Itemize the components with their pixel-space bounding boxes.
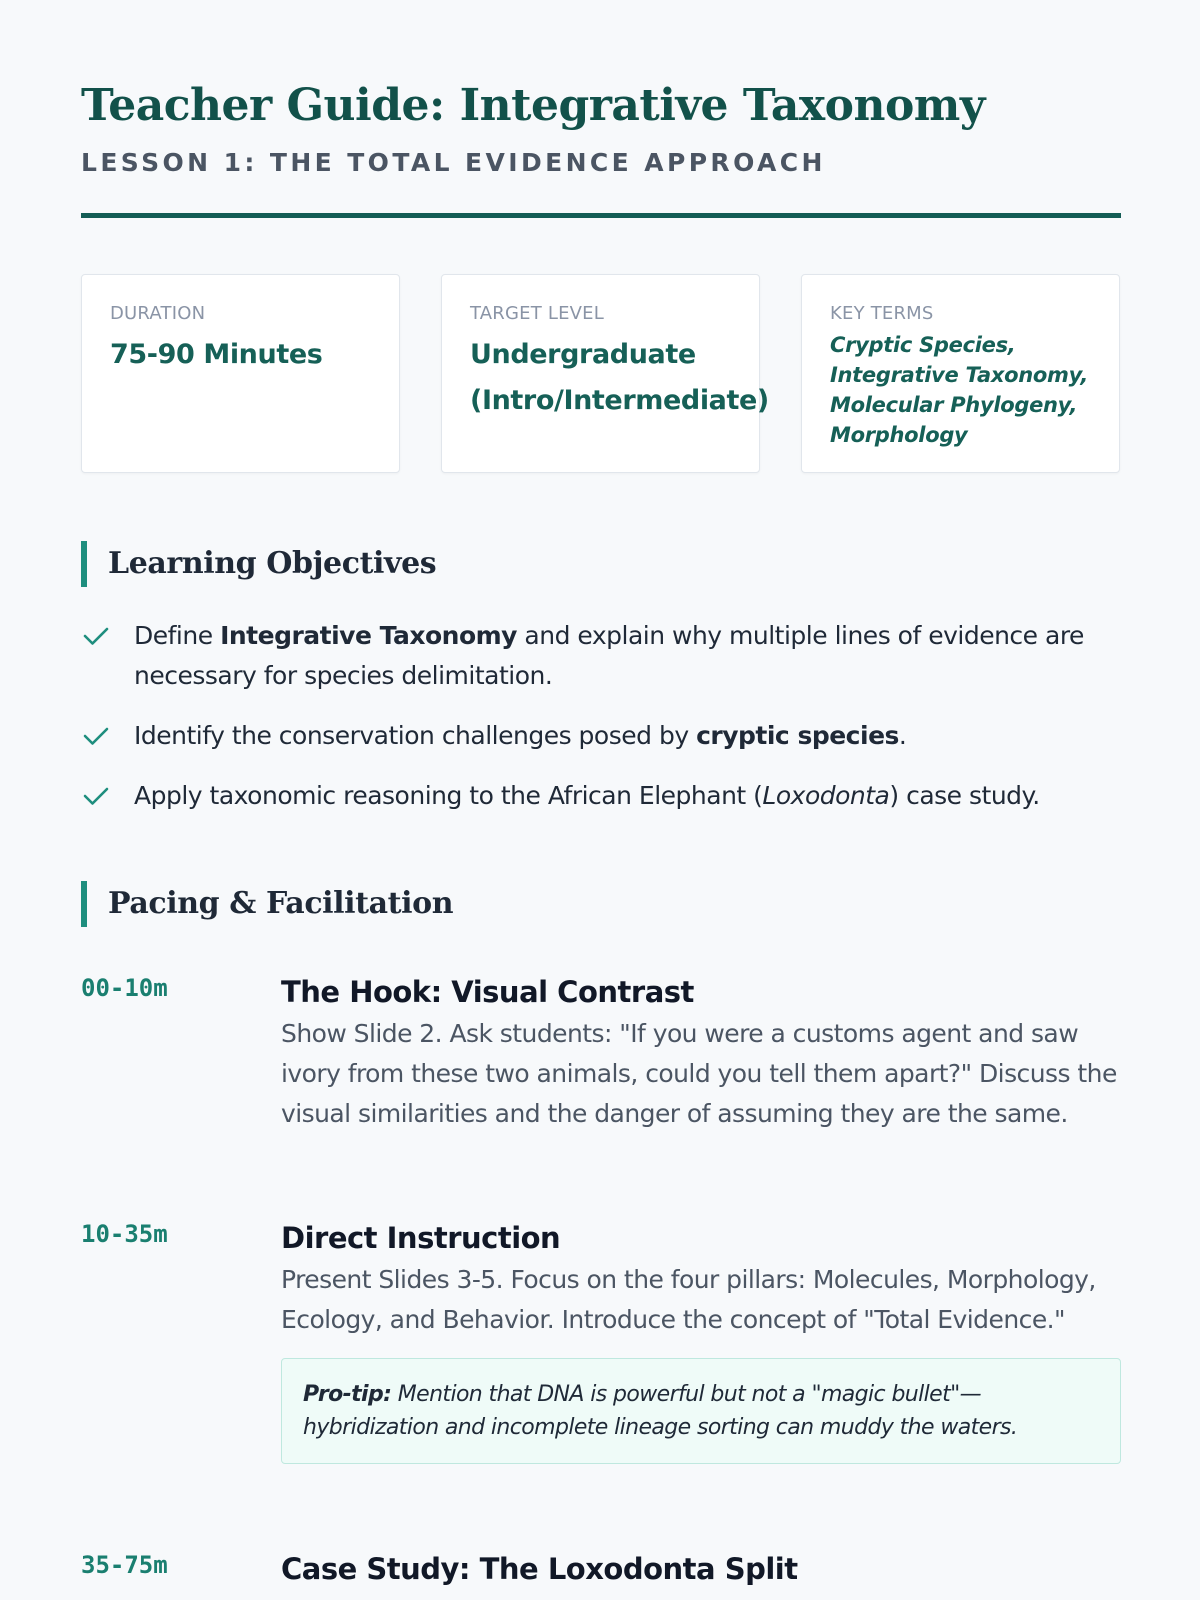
- key-term: Morphology: [830, 423, 968, 447]
- pacing-body: [281, 1547, 1121, 1591]
- pacing-body: [281, 1216, 1121, 1464]
- pacing-heading: Pacing & Facilitation: [81, 881, 453, 927]
- duration-card: [81, 274, 400, 473]
- pacing-description: Present Slides 3-5. Focus on the four pillars: Molecules, Morphology, Ecology, and Behavior. Introduce the concept of "Total Evidence.": [281, 1265, 1096, 1334]
- header-divider: [81, 213, 1121, 218]
- key-terms-label: KEY TERMS: [830, 303, 934, 324]
- pacing-time: 35-75m: [81, 1551, 168, 1579]
- objective-text-post: ) case study.: [889, 781, 1040, 810]
- check-icon: [83, 725, 109, 747]
- pro-tip-text: Mention that DNA is powerful but not a "magic bullet"—hybridization and incomplete lineage sorting can muddy the waters.: [303, 1382, 1018, 1440]
- check-icon: [83, 785, 109, 807]
- info-cards: [81, 274, 1121, 473]
- key-terms-card: [801, 274, 1120, 473]
- objective-text-bold: cryptic species: [696, 721, 899, 750]
- duration-value: 75-90 Minutes: [110, 339, 323, 370]
- page-title: Teacher Guide: Integrative Taxonomy: [81, 80, 985, 131]
- pacing-time: 10-35m: [81, 1220, 168, 1248]
- pacing-body: [281, 970, 1121, 1134]
- pacing-title: Direct Instruction: [281, 1221, 561, 1255]
- objective-text-post: and explain why multiple lines of evidence are necessary for species delimitation.: [134, 621, 1084, 690]
- pacing-description: Show Slide 2. Ask students: "If you were a customs agent and saw ivory from these two animals, could you tell them apart?" Discuss the visual similarities and the danger of assuming they are the same.: [281, 1019, 1117, 1128]
- objective-text-italic: Loxodonta: [762, 781, 890, 810]
- key-term: Integrative Taxonomy,: [830, 363, 1089, 387]
- pacing-title: Case Study: The Loxodonta Split: [281, 1552, 798, 1586]
- objective-text-pre: Define: [134, 621, 221, 650]
- pro-tip-callout: [281, 1358, 1121, 1464]
- key-terms-list: [830, 330, 1091, 450]
- objective-text-bold: Integrative Taxonomy: [220, 621, 517, 650]
- objectives-list: [81, 616, 1121, 836]
- learning-objectives-heading: Learning Objectives: [81, 541, 436, 587]
- objective-item: [81, 776, 1121, 816]
- objective-item: [81, 716, 1121, 756]
- target-level-label: TARGET LEVEL: [470, 303, 604, 324]
- objective-item: [81, 616, 1121, 696]
- target-level-line-2: (Intro/Intermediate): [470, 385, 769, 416]
- key-term: Cryptic Species,: [830, 333, 1016, 357]
- target-level-card: [441, 274, 769, 473]
- check-icon: [83, 625, 109, 647]
- key-term: Molecular Phylogeny,: [830, 393, 1078, 417]
- pro-tip-label: Pro-tip:: [303, 1382, 392, 1407]
- pacing-title: The Hook: Visual Contrast: [281, 975, 694, 1009]
- objective-text-pre: Apply taxonomic reasoning to the African Elephant (: [134, 781, 763, 810]
- duration-label: DURATION: [110, 303, 206, 324]
- lesson-subtitle: LESSON 1: THE TOTAL EVIDENCE APPROACH: [81, 148, 826, 177]
- pacing-time: 00-10m: [81, 974, 168, 1002]
- target-level-value: [470, 332, 769, 424]
- target-level-line-1: Undergraduate: [470, 339, 696, 370]
- objective-text-pre: Identify the conservation challenges posed by: [134, 721, 697, 750]
- objective-text-post: .: [898, 721, 907, 750]
